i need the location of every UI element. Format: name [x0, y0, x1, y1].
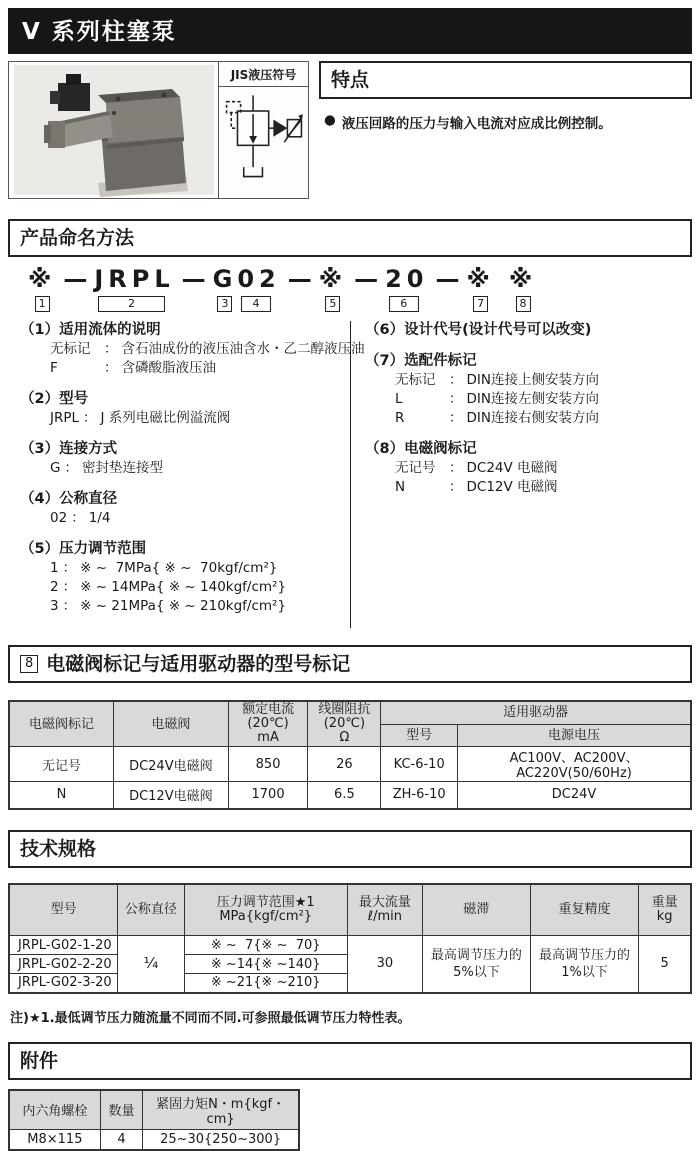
- pressure-cell: ※ ~14{※ ~140}: [184, 955, 347, 974]
- accessories-table: [8, 1089, 300, 1151]
- naming-column-left: [8, 321, 350, 628]
- diameter-cell: ¹⁄₄: [118, 936, 185, 993]
- pressure-cell: ※ ~ 7{※ ~ 70}: [184, 936, 347, 955]
- naming-item-line: 3 ： ※ ~ 21MPa{ ※ ~ 210kgf/cm²}: [50, 597, 350, 616]
- code-dash: —: [63, 266, 87, 293]
- code-segment-1: [28, 266, 56, 312]
- code-box-7: 7: [473, 296, 488, 312]
- table-cell: 4: [100, 1129, 142, 1150]
- naming-columns: [8, 321, 692, 628]
- column-header: 压力调节范围★1 MPa{kgf/cm²}: [184, 884, 347, 936]
- flow-cell: 30: [347, 936, 422, 993]
- table-row: [9, 1129, 299, 1150]
- code-dash: —: [354, 266, 378, 293]
- naming-item-line: R ： DIN连接右侧安装方向: [395, 409, 692, 428]
- naming-item-title: （3）连接方式: [20, 440, 350, 459]
- naming-item-line: G ： 密封垫连接型: [50, 459, 350, 478]
- column-header: 额定电流 (20℃) mA: [228, 701, 308, 747]
- section-title: 电磁阀标记与适用驱动器的型号标记: [46, 649, 350, 676]
- table-cell: DC12V电磁阀: [114, 782, 229, 809]
- column-header: 紧固力矩N・m{kgf・cm}: [143, 1090, 299, 1130]
- naming-item-3: [20, 440, 350, 478]
- code-char: ※: [509, 266, 537, 293]
- bullet-icon: ●: [324, 112, 336, 132]
- code-box-3: 3: [217, 296, 232, 312]
- naming-item-line: L ： DIN连接左侧安装方向: [395, 390, 692, 409]
- hysteresis-cell: 最高调节压力的 5%以下: [423, 936, 531, 993]
- model-cell: JRPL-G02-2-20: [9, 955, 118, 974]
- weight-cell: 5: [639, 936, 691, 993]
- naming-item-5: [20, 540, 350, 616]
- code-segment-3: [213, 266, 238, 312]
- table-cell: N: [9, 782, 114, 809]
- naming-item-6: [365, 321, 692, 340]
- repeatability-cell: 最高调节压力的 1%以下: [530, 936, 639, 993]
- naming-column-right: [350, 321, 692, 628]
- pressure-cell: ※ ~21{※ ~210}: [184, 974, 347, 993]
- code-segment-7: [467, 266, 495, 312]
- table-cell: 1700: [228, 782, 308, 809]
- naming-section-header: 产品命名方法: [8, 219, 692, 257]
- naming-item-line: 02 ： 1/4: [50, 509, 350, 528]
- column-header: 线圈阻抗 (20℃) Ω: [308, 701, 381, 747]
- naming-item-line: 无记号 ： DC24V 电磁阀: [395, 459, 692, 478]
- code-dash: —: [182, 266, 206, 293]
- code-box-5: 5: [325, 296, 340, 312]
- column-header: 内六角螺栓: [9, 1090, 100, 1130]
- column-header: 磁滞: [423, 884, 531, 936]
- code-segment-2: [94, 266, 174, 312]
- model-cell: JRPL-G02-3-20: [9, 974, 118, 993]
- specs-section-header: 技术规格: [8, 830, 692, 868]
- jis-hydraulic-symbol-icon: [219, 87, 308, 198]
- column-header: 电磁阀: [114, 701, 229, 747]
- code-segment-4: [237, 266, 280, 312]
- feature-item: [319, 112, 692, 132]
- code-box-8: 8: [516, 296, 531, 312]
- table-cell: 850: [228, 747, 308, 782]
- table-cell: 无记号: [9, 747, 114, 782]
- valve-photo-illustration: [14, 65, 214, 195]
- jis-symbol-column: [218, 62, 308, 198]
- solenoid-table-section-header: [8, 645, 692, 683]
- table-row: [9, 747, 691, 782]
- table-cell: M8×115: [9, 1129, 100, 1150]
- column-header: 公称直径: [118, 884, 185, 936]
- code-char: 02: [237, 266, 280, 293]
- naming-item-title: （8）电磁阀标记: [365, 440, 692, 459]
- table-cell: KC-6-10: [381, 747, 458, 782]
- solenoid-driver-table: [8, 700, 692, 810]
- column-header: 重量 kg: [639, 884, 691, 936]
- code-segment-6: [385, 266, 428, 312]
- code-dash: —: [436, 266, 460, 293]
- table-cell: 26: [308, 747, 381, 782]
- code-char: 20: [385, 266, 428, 293]
- column-header: 重复精度: [530, 884, 639, 936]
- accessories-section-header: 附件: [8, 1042, 692, 1080]
- product-photo-box: [8, 61, 309, 199]
- table-cell: 6.5: [308, 782, 381, 809]
- code-segment-8: [509, 266, 537, 312]
- column-header: 型号: [9, 884, 118, 936]
- code-box-4: 4: [241, 296, 270, 312]
- top-row: [8, 61, 692, 199]
- naming-item-2: [20, 390, 350, 428]
- section-number-box: 8: [20, 655, 38, 673]
- model-code-row: [28, 266, 692, 312]
- naming-item-title: （5）压力调节范围: [20, 540, 350, 559]
- column-header: 电源电压: [458, 724, 691, 746]
- naming-item-1: [20, 321, 350, 378]
- page-title: V 系列柱塞泵: [8, 8, 692, 54]
- table-cell: ZH-6-10: [381, 782, 458, 809]
- product-photo: [9, 62, 218, 198]
- table-cell: DC24V: [458, 782, 691, 809]
- naming-item-line: F ： 含磷酸脂液压油: [50, 359, 350, 378]
- naming-item-line: 1 ： ※ ~ 7MPa{ ※ ~ 70kgf/cm²}: [50, 559, 350, 578]
- features-section-header: 特点: [319, 61, 692, 99]
- model-cell: JRPL-G02-1-20: [9, 936, 118, 955]
- naming-item-4: [20, 490, 350, 528]
- footnote: 注)★1.最低调节压力随流量不同而不同.可参照最低调节压力特性表。: [10, 1007, 692, 1026]
- tech-specs-table: [8, 883, 692, 994]
- feature-text: 液压回路的压力与输入电流对应成比例控制。: [342, 112, 612, 132]
- code-dash: —: [288, 266, 312, 293]
- code-char: G: [213, 266, 238, 293]
- naming-item-7: [365, 352, 692, 428]
- code-box-6: 6: [389, 296, 418, 312]
- code-box-2: 2: [98, 296, 164, 312]
- code-char: ※: [28, 266, 56, 293]
- table-cell: AC100V、AC200V、AC220V(50/60Hz): [458, 747, 691, 782]
- jis-symbol-label: JIS液压符号: [219, 62, 308, 87]
- features-column: [319, 61, 692, 199]
- naming-item-title: （1）适用流体的说明: [20, 321, 350, 340]
- hydraulic-symbol-drawing: [225, 95, 303, 191]
- naming-item-line: 无标记 ： 含石油成份的液压油含水・乙二醇液压油: [50, 340, 350, 359]
- naming-item-title: （2）型号: [20, 390, 350, 409]
- naming-item-line: JRPL ： J 系列电磁比例溢流阀: [50, 409, 350, 428]
- code-char: JRPL: [94, 266, 174, 293]
- table-cell: 25~30{250~300}: [143, 1129, 299, 1150]
- naming-item-title: （4）公称直径: [20, 490, 350, 509]
- code-char: ※: [467, 266, 495, 293]
- naming-item-line: 2 ： ※ ~ 14MPa{ ※ ~ 140kgf/cm²}: [50, 578, 350, 597]
- code-char: ※: [319, 266, 347, 293]
- naming-item-title: （6）设计代号(设计代号可以改变): [365, 321, 692, 340]
- naming-item-8: [365, 440, 692, 497]
- code-segment-5: [319, 266, 347, 312]
- column-header-group: 适用驱动器: [381, 701, 691, 724]
- naming-item-line: N ： DC12V 电磁阀: [395, 478, 692, 497]
- naming-item-line: 无标记 ： DIN连接上侧安装方向: [395, 371, 692, 390]
- column-header: 最大流量 ℓ/min: [347, 884, 422, 936]
- column-header: 型号: [381, 724, 458, 746]
- table-row: [9, 936, 691, 955]
- table-cell: DC24V电磁阀: [114, 747, 229, 782]
- column-header: 数量: [100, 1090, 142, 1130]
- column-header: 电磁阀标记: [9, 701, 114, 747]
- code-box-1: 1: [35, 296, 50, 312]
- naming-item-title: （7）选配件标记: [365, 352, 692, 371]
- table-row: [9, 782, 691, 809]
